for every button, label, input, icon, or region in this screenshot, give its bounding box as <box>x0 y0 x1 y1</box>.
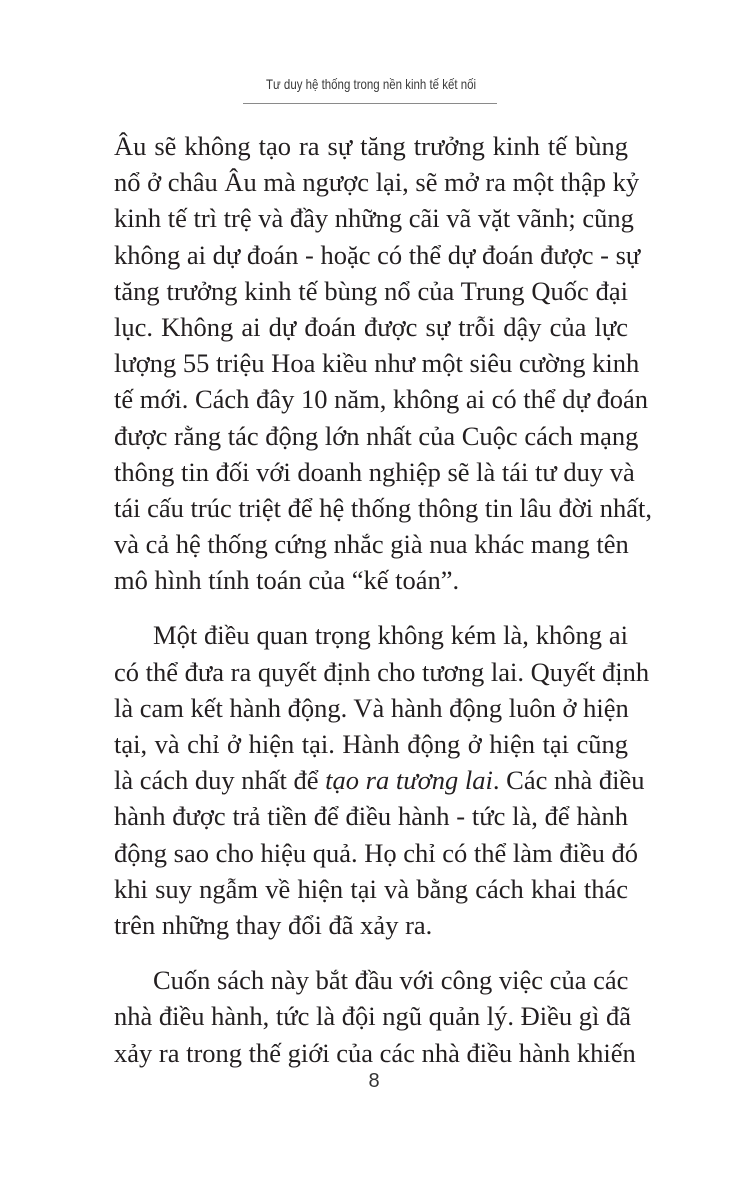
running-header <box>243 76 497 92</box>
text-line: nhà điều hành, tức là đội ngũ quản lý. Điều gì đã <box>114 1001 632 1032</box>
text-line: không ai dự đoán - hoặc có thể dự đoán được - sự <box>114 239 641 270</box>
text-line: là cam kết hành động. Và hành động luôn ở hiện <box>114 692 629 723</box>
text-line: Âu sẽ không tạo ra sự tăng trưởng kinh tế bùng <box>114 131 628 161</box>
text-line <box>114 762 645 798</box>
text-line: và cả hệ thống cứng nhắc già nua khác mang tên <box>114 529 629 560</box>
text-line: có thể đưa ra quyết định cho tương lai. Quyết định <box>114 656 650 687</box>
text-line: tại, và chỉ ở hiện tại. Hành động ở hiện tại cũng <box>114 729 628 759</box>
text-line: thông tin đối với doanh nghiệp sẽ là tái tư duy và <box>114 456 635 487</box>
text-line: mô hình tính toán của “kế toán”. <box>114 565 460 596</box>
text-line: Cuốn sách này bắt đầu với công việc của các <box>153 965 629 996</box>
text-line: được rằng tác động lớn nhất của Cuộc cách mạng <box>114 420 639 451</box>
text-segment: . Các nhà điều <box>492 765 645 796</box>
text-line: Một điều quan trọng không kém là, không ai <box>153 620 628 651</box>
paragraph <box>114 128 652 598</box>
text-line: xảy ra trong thế giới của các nhà điều hành khiến <box>114 1037 636 1068</box>
text-line: nổ ở châu Âu mà ngược lại, sẽ mở ra một thập kỷ <box>114 167 640 198</box>
paragraph <box>114 617 650 943</box>
text-line: kinh tế trì trệ và đầy những cãi vã vặt vãnh; cũng <box>114 203 634 234</box>
running-title: Tư duy hệ thống trong nền kinh tế kết nối <box>266 76 477 92</box>
page-body-text <box>114 128 652 1090</box>
text-line: tái cấu trúc triệt để hệ thống thông tin lâu đời nhất, <box>114 492 652 523</box>
paragraph <box>114 962 636 1071</box>
text-line: lượng 55 triệu Hoa kiều như một siêu cường kinh <box>114 348 640 379</box>
text-line: động sao cho hiệu quả. Họ chỉ có thể làm điều đó <box>114 837 638 868</box>
italic-phrase: tạo ra tương lai <box>325 765 493 796</box>
text-segment: là cách duy nhất để <box>114 765 326 796</box>
text-line: khi suy ngẫm về hiện tại và bằng cách khai thác <box>114 873 628 904</box>
text-line: lục. Không ai dự đoán được sự trỗi dậy của lực <box>114 311 628 342</box>
text-line: tăng trưởng kinh tế bùng nổ của Trung Quốc đại <box>114 275 628 306</box>
text-line: trên những thay đổi đã xảy ra. <box>114 909 433 940</box>
text-line: tế mới. Cách đây 10 năm, không ai có thể dự đoán <box>114 384 648 415</box>
header-rule <box>243 103 497 104</box>
text-line: hành được trả tiền để điều hành - tức là, để hành <box>114 801 628 832</box>
page-number: 8 <box>368 1070 380 1092</box>
